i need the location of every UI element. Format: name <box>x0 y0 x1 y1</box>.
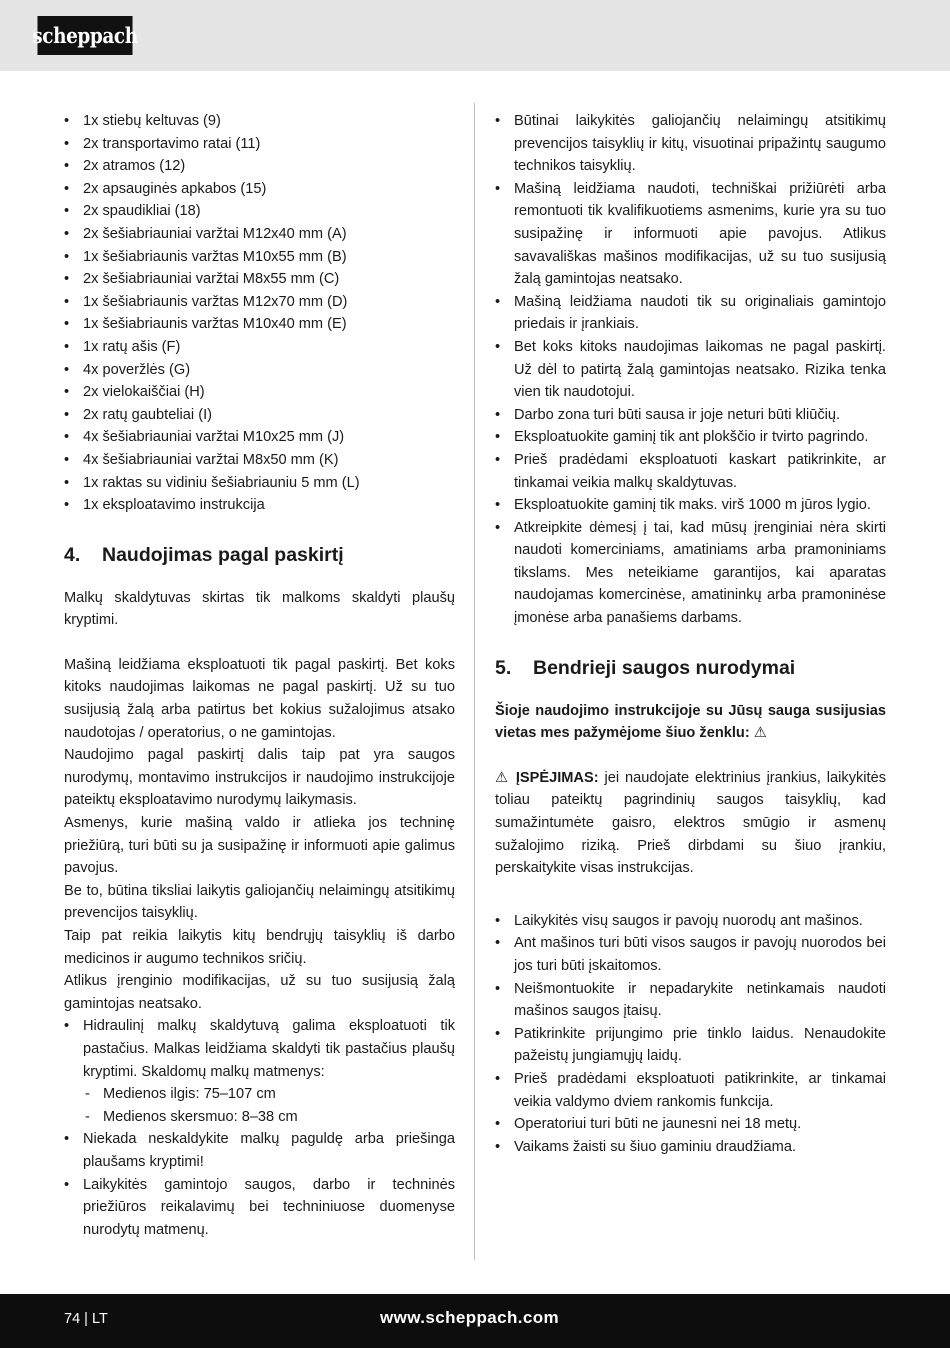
paragraph: Naudojimo pagal paskirtį dalis taip pat yra saugos nurodymų, montavimo instrukcijos ir naudojimo instrukcijoje pateiktų eksploatavimo nurodymų laikymasis. <box>64 747 455 809</box>
list-item: • Niekada neskaldykite malkų paguldę arba priešinga plaušams kryptimi! <box>64 1128 455 1173</box>
page-number: 74 | LT <box>64 1311 108 1327</box>
section-number: 4. <box>64 543 81 566</box>
list-item: • 1x šešiabriaunis varžtas M10x55 mm (B) <box>64 246 455 269</box>
list-item <box>64 1015 455 1128</box>
general-safety-list <box>495 910 886 1159</box>
list-item: • Laikykitės gamintojo saugos, darbo ir techninės priežiūros reikalavimų bei techniniuose duomenyse nurodytų matmenų. <box>64 1174 455 1242</box>
section-4-heading <box>64 542 455 568</box>
list-item: • 2x vielokaiščiai (H) <box>64 381 455 404</box>
section-title: Bendrieji saugos nurodymai <box>533 656 796 679</box>
list-item: • Patikrinkite prijungimo prie tinklo laidus. Nenaudokite pažeistų jungiamųjų laidų. <box>495 1023 886 1068</box>
parts-list <box>64 110 455 517</box>
page-footer <box>0 1294 950 1348</box>
list-item: • 1x šešiabriaunis varžtas M12x70 mm (D) <box>64 291 455 314</box>
list-item: • 2x šešiabriauniai varžtai M8x55 mm (C) <box>64 268 455 291</box>
list-item: • 1x stiebų keltuvas (9) <box>64 110 455 133</box>
right-column <box>495 110 886 1158</box>
list-item: • 2x apsauginės apkabos (15) <box>64 178 455 201</box>
list-item: • Operatoriui turi būti ne jaunesni nei 18 metų. <box>495 1113 886 1136</box>
list-item: • 4x šešiabriauniai varžtai M10x25 mm (J) <box>64 426 455 449</box>
list-item: - Medienos skersmuo: 8–38 cm <box>83 1106 455 1129</box>
list-item: • 1x šešiabriaunis varžtas M10x40 mm (E) <box>64 313 455 336</box>
list-item: • 4x poveržlės (G) <box>64 359 455 382</box>
paragraph: Mašiną leidžiama eksploatuoti tik pagal paskirtį. Bet koks kitoks naudojimas laikomas ne pagal paskirtį. Už su tuo susijusią žalą arba patirtus bet kokius sužalojimus atsako naudotojas / operatorius, o ne gamintojas. <box>64 656 455 741</box>
list-item: • Atkreipkite dėmesį į tai, kad mūsų įrenginiai nėra skirti naudoti komerciniams, amatiniams arba pramoniniams tikslams. Mes neteikiame garantijos, kai aparatas naudojamas komercinėse, amatininkų arba pramoninėse įmonėse arba panašiems darbams. <box>495 517 886 630</box>
marking-note <box>495 700 886 745</box>
column-divider <box>474 103 475 1260</box>
warning-label: ĮSPĖJIMAS: <box>515 769 599 786</box>
list-item: • 1x raktas su vidiniu šešiabriauniu 5 mm (L) <box>64 472 455 495</box>
usage-bullets <box>64 1015 455 1241</box>
left-column <box>64 110 455 1241</box>
hydraulic-use-text: Hidraulinį malkų skaldytuvą galima eksploatuoti tik pastačius. Malkas leidžiama skaldyti tik pastačius plaušų kryptimi. Skaldomų malkų matmenys: <box>83 1018 455 1080</box>
list-item: • 2x transportavimo ratai (11) <box>64 133 455 156</box>
list-item: • Darbo zona turi būti sausa ir joje neturi būti kliūčių. <box>495 404 886 427</box>
safety-rules-list <box>495 110 886 630</box>
list-item: • Eksploatuokite gaminį tik ant plokščio ir tvirto pagrindo. <box>495 426 886 449</box>
scheppach-logo: scheppach <box>37 16 132 55</box>
list-item: • Laikykitės visų saugos ir pavojų nuorodų ant mašinos. <box>495 910 886 933</box>
section-number: 5. <box>495 656 512 679</box>
warning-triangle-icon: ⚠ <box>495 769 510 786</box>
paragraph: Asmenys, kurie mašiną valdo ir atlieka jos techninę priežiūrą, turi būti su ja susipažinę ir informuoti apie galimus pavojus. <box>64 815 455 877</box>
warning-paragraph <box>495 767 886 880</box>
list-item: • Bet koks kitoks naudojimas laikomas ne pagal paskirtį. Už dėl to patirtą žalą gamintojas neatsako. Rizika tenka vien tik naudotojui. <box>495 336 886 404</box>
list-item: • 2x spaudikliai (18) <box>64 200 455 223</box>
paragraph: Be to, būtina tiksliai laikytis galiojančių nelaimingų atsitikimų prevencijos taisyklių. <box>64 882 455 922</box>
paragraph: Atlikus įrenginio modifikacijas, už su tuo susijusią žalą gamintojas neatsako. <box>64 973 455 1012</box>
paragraph: Taip pat reikia laikytis kitų bendrųjų taisyklių iš darbo medicinos ir augumo technikos sričių. <box>64 928 455 967</box>
list-item: • Vaikams žaisti su šiuo gaminiu draudžiama. <box>495 1136 886 1159</box>
warning-text: jei naudojate elektrinius įrankius, laikykitės toliau pateiktų pagrindinių saugos taisyklių, kad sumažintumėte gaisro, elektros smūgio ir asmenų sužalojimo riziką. Prieš dirbdami su šiuo įrankiu, perskaitykite visas instrukcijas. <box>495 769 887 877</box>
list-item: • Ant mašinos turi būti visos saugos ir pavojų nuorodos bei jos turi būti įskaitomos. <box>495 932 886 977</box>
list-item: • Eksploatuokite gaminį tik maks. virš 1000 m jūros lygio. <box>495 494 886 517</box>
dimension-list <box>83 1083 455 1128</box>
section-title: Naudojimas pagal paskirtį <box>102 543 344 566</box>
list-item: • Mašiną leidžiama naudoti, techniškai prižiūrėti arba remontuoti tik kvalifikuotiems asmenims, kurie yra su tuo susipažinę ir informuoti apie pavojus. Atlikus savavališkas mašinos modifikacijas, už su tuo susijusią žalą gamintojas neatsako. <box>495 178 886 291</box>
list-item: - Medienos ilgis: 75–107 cm <box>83 1083 455 1106</box>
list-item: • 2x atramos (12) <box>64 155 455 178</box>
list-item: • 2x šešiabriauniai varžtai M12x40 mm (A) <box>64 223 455 246</box>
list-item: • 4x šešiabriauniai varžtai M8x50 mm (K) <box>64 449 455 472</box>
list-item: • Mašiną leidžiama naudoti tik su originaliais gamintojo priedais ir įrankiais. <box>495 291 886 336</box>
list-item: • Prieš pradėdami eksploatuoti kaskart patikrinkite, ar tinkamai veikia malkų skaldytuvas. <box>495 449 886 494</box>
warning-triangle-icon: ⚠ <box>753 725 767 742</box>
website-link[interactable]: www.scheppach.com <box>380 1308 560 1327</box>
section-5-heading <box>495 655 886 681</box>
marking-note-text: Šioje naudojimo instrukcijoje su Jūsų sauga susijusias vietas mes pažymėjome šiuo ženklu: <box>495 702 886 742</box>
list-item: • 2x ratų gaubteliai (I) <box>64 404 455 427</box>
list-item: • Prieš pradėdami eksploatuoti patikrinkite, ar tinkamai veikia valdymo dviem rankomis funkcija. <box>495 1068 886 1113</box>
list-item: • Būtinai laikykitės galiojančių nelaimingų atsitikimų prevencijos taisyklių ir kitų, visuotinai pripažintų saugumo technikos taisyklių. <box>495 110 886 178</box>
list-item: • Neišmontuokite ir nepadarykite netinkamais naudoti mašinos saugos įtaisų. <box>495 978 886 1023</box>
page-header <box>0 0 950 71</box>
list-item: • 1x eksploatavimo instrukcija <box>64 494 455 517</box>
intended-use-intro: Malkų skaldytuvas skirtas tik malkoms skaldyti plaušų kryptimi. <box>64 589 455 629</box>
list-item: • 1x ratų ašis (F) <box>64 336 455 359</box>
